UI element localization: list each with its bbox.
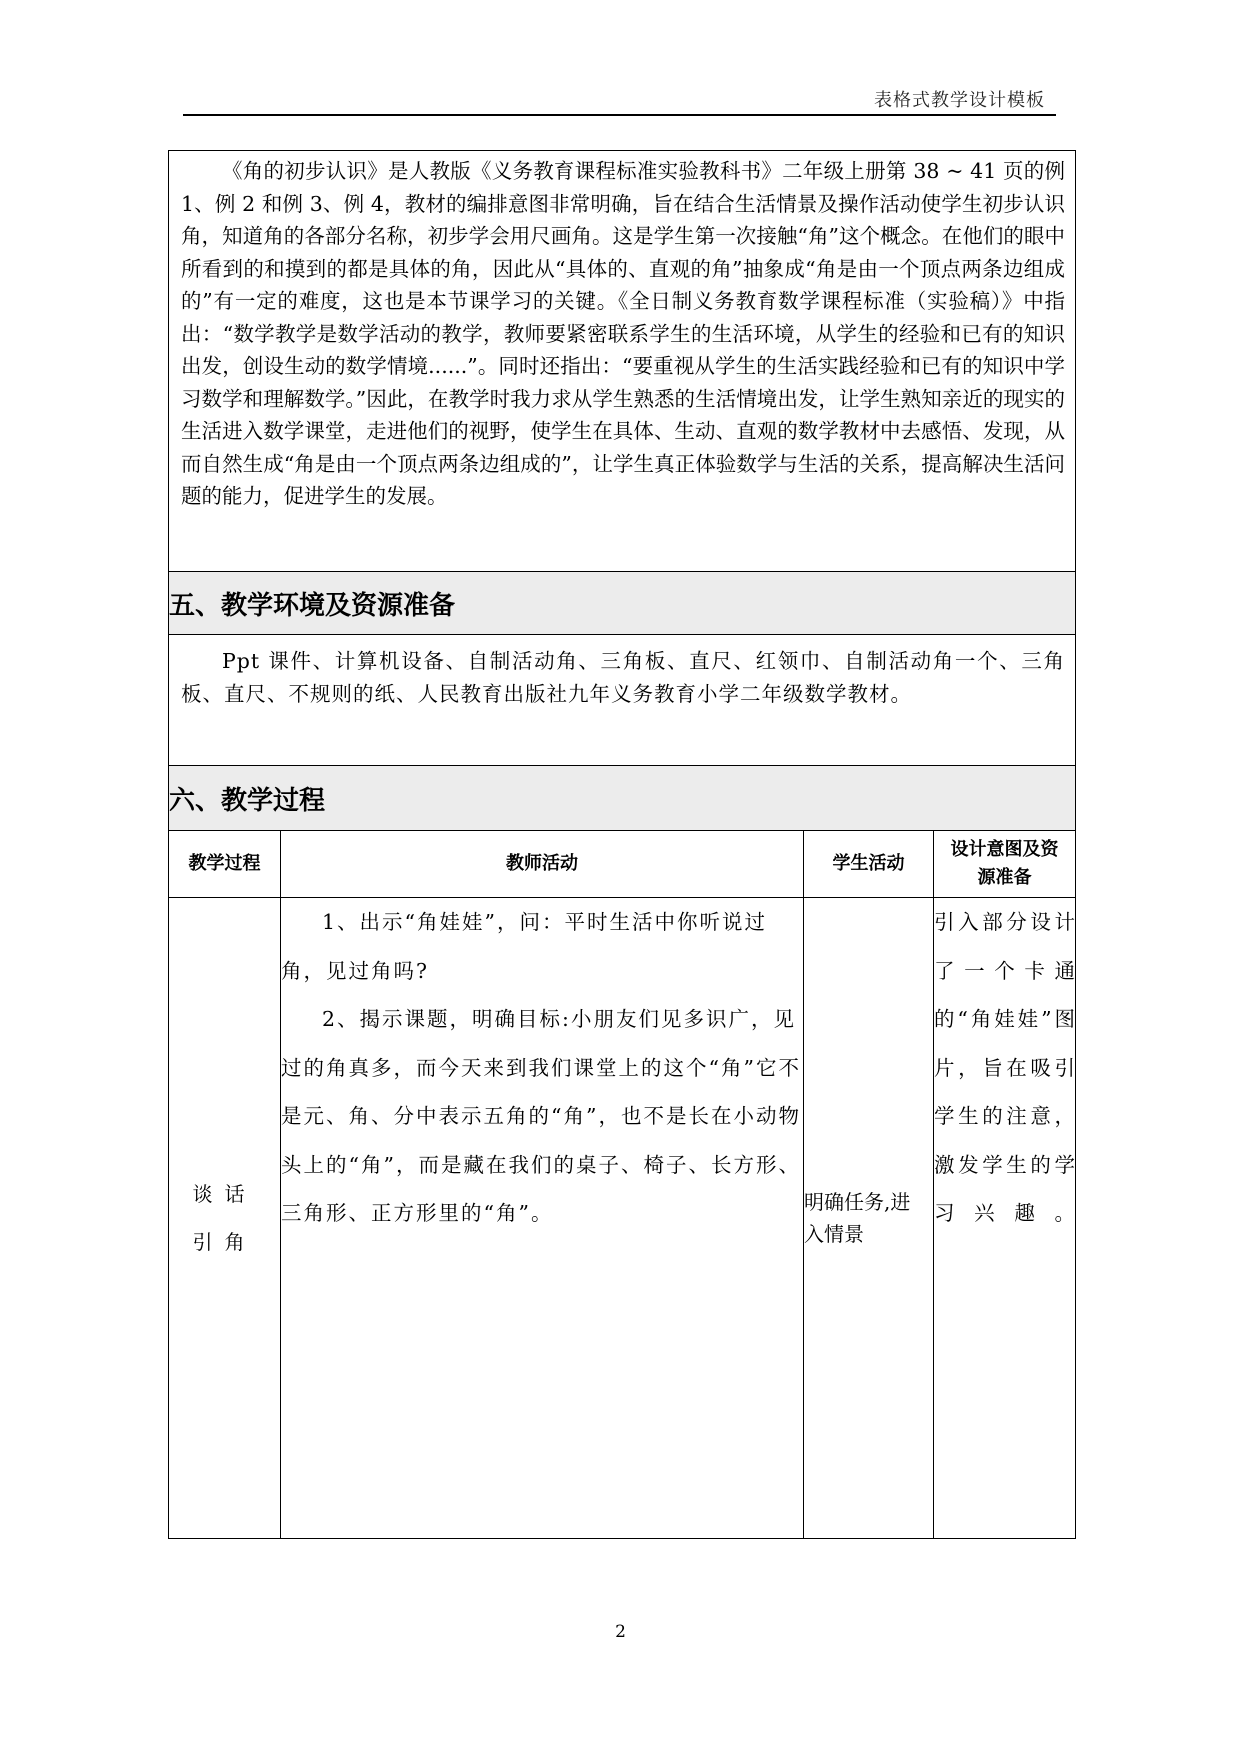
col-header-teacher: 教师活动 (281, 831, 804, 898)
analysis-row (169, 151, 1076, 572)
header-title: 表格式教学设计模板 (874, 90, 1045, 111)
column-header-row (169, 831, 1076, 898)
stage-cell (169, 898, 281, 1539)
section6-header-row (169, 766, 1076, 831)
section5-body-row (169, 635, 1076, 766)
col-header-stage: 教学过程 (169, 831, 281, 898)
header-rule (183, 114, 1056, 116)
teacher-step-1: 1、出示“角娃娃”，问：平时生活中你听说过角，见过角吗? (281, 910, 768, 983)
section5-title: 五、教学环境及资源准备 (169, 572, 1076, 635)
section5-header-row (169, 572, 1076, 635)
lesson-table (168, 150, 1076, 1539)
student-activity: 明确任务,进入情景 (804, 1190, 911, 1246)
design-cell (934, 898, 1076, 1539)
process-row (169, 898, 1076, 1539)
section6-title: 六、教学过程 (169, 766, 1076, 831)
section5-text: Ppt 课件、计算机设备、自制活动角、三角板、直尺、红领巾、自制活动角一个、三角板、直尺、不规则的纸、人民教育出版社九年义务教育小学二年级数学教材。 (181, 649, 1066, 706)
stage-label: 谈话引角 (192, 1182, 257, 1254)
teacher-step-2: 2、揭示课题，明确目标:小朋友们见多识广，见过的角真多，而今天来到我们课堂上的这个“角”它不是元、角、分中表示五角的“角”，也不是长在小动物头上的“角”，而是藏在我们的桌子、椅子、长方形、三角形、正方形里的“角”。 (281, 1007, 801, 1225)
col-header-student: 学生活动 (804, 831, 934, 898)
col-header-design: 设计意图及资源准备 (934, 831, 1076, 898)
analysis-paragraph: 《角的初步认识》是人教版《义务教育课程标准实验教科书》二年级上册第 38 ~ 41 页的例 1、例 2 和例 3、例 4，教材的编排意图非常明确，旨在结合生活情景及操作活动使学生初步认识角，知道角的各部分名称，初步学会用尺画角。这是学生第一次接触“角”这个概念。在他们的眼中所看到的和摸到的都是具体的角，因此从“具体的、直观的角”抽象成“角是由一个顶点两条边组成的”有一定的难度，这也是本节课学习的关键。《全日制义务教育数学课程标准（实验稿）》中指出：“数学教学是数学活动的教学，教师要紧密联系学生的生活环境，从学生的经验和已有的知识出发，创设生动的数学情境......”。同时还指出：“要重视从学生的生活实践经验和已有的知识中学习数学和理解数学。”因此，在教学时我力求从学生熟悉的生活情境出发，让学生熟知亲近的现实的生活进入数学课堂，走进他们的视野，使学生在具体、生动、直观的数学教材中去感悟、发现，从而自然生成“角是由一个顶点两条边组成的”，让学生真正体验数学与生活的关系，提高解决生活问题的能力，促进学生的发展。 (181, 159, 1066, 508)
page-number: 2 (615, 1622, 626, 1642)
student-cell (804, 898, 934, 1539)
design-intent: 引入部分设计了一个卡通的“角娃娃”图片，旨在吸引学生的注意，激发学生的学习兴趣。 (934, 910, 1076, 1225)
teacher-cell (281, 898, 804, 1539)
